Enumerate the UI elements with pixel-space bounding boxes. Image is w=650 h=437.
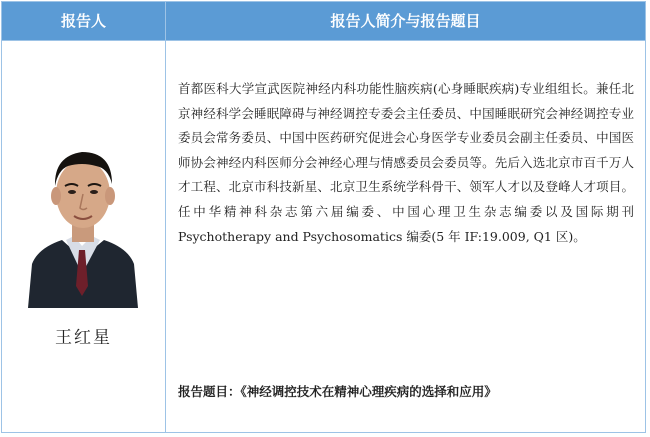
header-speaker-label: 报告人 [60, 12, 106, 30]
column-divider [165, 2, 166, 432]
speaker-photo [24, 136, 141, 308]
report-topic: 报告题目：《神经调控技术在精神心理疾病的选择和应用》 [178, 384, 497, 399]
speaker-name: 王红星 [55, 328, 112, 348]
speaker-table [1, 1, 646, 433]
header-intro-label: 报告人简介与报告题目 [330, 12, 481, 30]
table-header [2, 2, 645, 41]
speaker-bio: 首都医科大学宣武医院神经内科功能性脑疾病(心身睡眠疾病)专业组组长。兼任北京神经科学会睡眠障碍与神经调控专委会主任委员、中国睡眠研究会神经调控专业委员会常务委员、中国中医药研究促进会心身医学专业委员会副主任委员、中国医师协会神经内科医师分会神经心理与情感委员会委员等。先后入选北京市百千万人才工程、北京市科技新星、北京卫生系统学科骨干、领军人才以及登峰人才项目。任中华精神科杂志第六届编委、中国心理卫生杂志编委以及国际期刊 Psychotherapy and Psychosomatics 编委(5 年 IF:19.009, Q1 区)。 [178, 81, 634, 244]
